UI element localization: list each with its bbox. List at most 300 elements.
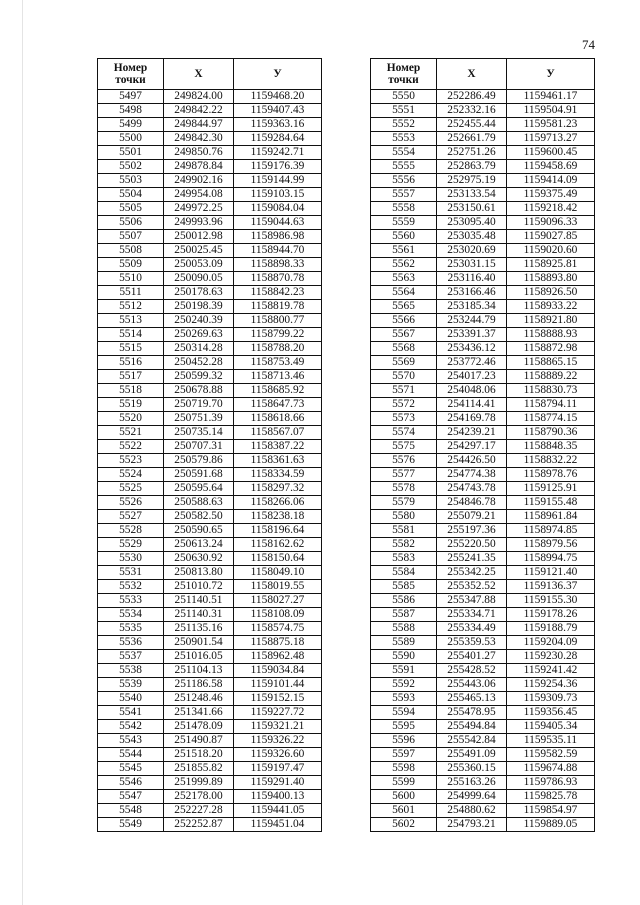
y-coordinate-cell: 1159254.36: [507, 678, 595, 692]
table-row: [371, 356, 595, 370]
point-number-cell: 5552: [371, 118, 437, 132]
page-margin-line: [22, 0, 23, 905]
point-number-cell: 5565: [371, 300, 437, 314]
table-row: [98, 356, 322, 370]
y-coordinate-cell: 1159326.22: [234, 734, 322, 748]
y-coordinate-cell: 1159414.09: [507, 174, 595, 188]
point-number-cell: 5573: [371, 412, 437, 426]
point-number-cell: 5593: [371, 692, 437, 706]
point-number-cell: 5543: [98, 734, 164, 748]
point-number-cell: 5546: [98, 776, 164, 790]
table-row: [371, 118, 595, 132]
x-coordinate-cell: 250901.54: [164, 636, 234, 650]
y-coordinate-cell: 1159535.11: [507, 734, 595, 748]
table-row: [98, 104, 322, 118]
y-coordinate-cell: 1159326.60: [234, 748, 322, 762]
y-coordinate-cell: 1158574.75: [234, 622, 322, 636]
point-number-cell: 5555: [371, 160, 437, 174]
point-number-cell: 5529: [98, 538, 164, 552]
point-number-cell: 5582: [371, 538, 437, 552]
table-row: [98, 370, 322, 384]
table-row: [98, 622, 322, 636]
point-number-cell: 5503: [98, 174, 164, 188]
point-number-cell: 5513: [98, 314, 164, 328]
point-number-cell: 5532: [98, 580, 164, 594]
table-row: [98, 342, 322, 356]
point-number-cell: 5561: [371, 244, 437, 258]
x-coordinate-cell: 254114.41: [437, 398, 507, 412]
point-number-cell: 5531: [98, 566, 164, 580]
x-coordinate-cell: 249972.25: [164, 202, 234, 216]
x-coordinate-cell: 255465.13: [437, 692, 507, 706]
y-coordinate-cell: 1159405.34: [507, 720, 595, 734]
x-coordinate-cell: 253166.46: [437, 286, 507, 300]
table-header-row: [371, 59, 595, 90]
table-row: [371, 104, 595, 118]
table-row: [371, 370, 595, 384]
y-coordinate-cell: 1159020.60: [507, 244, 595, 258]
table-row: [371, 608, 595, 622]
table-row: [98, 496, 322, 510]
point-number-cell: 5558: [371, 202, 437, 216]
point-number-cell: 5566: [371, 314, 437, 328]
y-coordinate-cell: 1159889.05: [507, 818, 595, 832]
y-coordinate-cell: 1158196.64: [234, 524, 322, 538]
x-coordinate-cell: 250269.63: [164, 328, 234, 342]
table-row: [371, 706, 595, 720]
y-coordinate-cell: 1158848.35: [507, 440, 595, 454]
table-row: [371, 468, 595, 482]
x-coordinate-cell: 252252.87: [164, 818, 234, 832]
y-coordinate-cell: 1158685.92: [234, 384, 322, 398]
y-coordinate-cell: 1158238.18: [234, 510, 322, 524]
x-coordinate-cell: 255079.21: [437, 510, 507, 524]
x-coordinate-cell: 255220.50: [437, 538, 507, 552]
table-row: [371, 538, 595, 552]
y-coordinate-cell: 1158978.76: [507, 468, 595, 482]
y-coordinate-cell: 1159197.47: [234, 762, 322, 776]
point-number-cell: 5551: [371, 104, 437, 118]
point-number-cell: 5505: [98, 202, 164, 216]
table-row: [371, 692, 595, 706]
table-row: [371, 790, 595, 804]
x-coordinate-cell: 250025.45: [164, 244, 234, 258]
table-row: [371, 230, 595, 244]
point-number-header-line1: Номер: [386, 62, 421, 74]
x-header: X: [437, 59, 507, 90]
point-number-cell: 5533: [98, 594, 164, 608]
y-coordinate-cell: 1159188.79: [507, 622, 595, 636]
x-coordinate-cell: 252455.44: [437, 118, 507, 132]
point-number-cell: 5522: [98, 440, 164, 454]
table-row: [371, 566, 595, 580]
y-coordinate-cell: 1158865.15: [507, 356, 595, 370]
point-number-cell: 5515: [98, 342, 164, 356]
point-number-cell: 5567: [371, 328, 437, 342]
y-coordinate-cell: 1158794.11: [507, 398, 595, 412]
table-row: [98, 272, 322, 286]
point-number-cell: 5544: [98, 748, 164, 762]
point-number-cell: 5506: [98, 216, 164, 230]
table-row: [98, 678, 322, 692]
table-row: [98, 692, 322, 706]
y-coordinate-cell: 1158788.20: [234, 342, 322, 356]
x-coordinate-cell: 252661.79: [437, 132, 507, 146]
table-row: [371, 720, 595, 734]
table-row: [98, 398, 322, 412]
table-row: [371, 412, 595, 426]
point-number-cell: 5570: [371, 370, 437, 384]
point-number-cell: 5598: [371, 762, 437, 776]
x-coordinate-cell: 250735.14: [164, 426, 234, 440]
x-coordinate-cell: 253244.79: [437, 314, 507, 328]
x-coordinate-cell: 253772.46: [437, 356, 507, 370]
x-coordinate-cell: 250053.09: [164, 258, 234, 272]
y-coordinate-cell: 1158875.18: [234, 636, 322, 650]
page-number: 74: [582, 37, 595, 52]
y-coordinate-cell: 1158387.22: [234, 440, 322, 454]
x-coordinate-cell: 255163.26: [437, 776, 507, 790]
y-coordinate-cell: 1159582.59: [507, 748, 595, 762]
y-coordinate-cell: 1158819.78: [234, 300, 322, 314]
y-coordinate-cell: 1159441.05: [234, 804, 322, 818]
y-coordinate-cell: 1159027.85: [507, 230, 595, 244]
x-coordinate-cell: 249842.22: [164, 104, 234, 118]
x-coordinate-cell: 255478.95: [437, 706, 507, 720]
x-coordinate-cell: 251016.05: [164, 650, 234, 664]
table-row: [98, 384, 322, 398]
x-coordinate-cell: 253035.48: [437, 230, 507, 244]
x-coordinate-cell: 251518.20: [164, 748, 234, 762]
y-coordinate-cell: 1158567.07: [234, 426, 322, 440]
y-coordinate-cell: 1158872.98: [507, 342, 595, 356]
y-coordinate-cell: 1159152.15: [234, 692, 322, 706]
table-row: [371, 244, 595, 258]
table-row: [371, 160, 595, 174]
point-number-cell: 5562: [371, 258, 437, 272]
x-coordinate-cell: 251135.16: [164, 622, 234, 636]
table-row: [98, 790, 322, 804]
table-row: [98, 566, 322, 580]
x-coordinate-cell: 251999.89: [164, 776, 234, 790]
x-coordinate-cell: 255197.36: [437, 524, 507, 538]
x-coordinate-cell: 249844.97: [164, 118, 234, 132]
y-coordinate-cell: 1158962.48: [234, 650, 322, 664]
point-number-cell: 5514: [98, 328, 164, 342]
y-coordinate-cell: 1159713.27: [507, 132, 595, 146]
x-coordinate-cell: 255359.53: [437, 636, 507, 650]
x-coordinate-cell: 253133.54: [437, 188, 507, 202]
point-number-cell: 5498: [98, 104, 164, 118]
point-number-cell: 5499: [98, 118, 164, 132]
x-coordinate-cell: 252975.19: [437, 174, 507, 188]
point-number-cell: 5601: [371, 804, 437, 818]
y-coordinate-cell: 1158986.98: [234, 230, 322, 244]
y-coordinate-cell: 1159204.09: [507, 636, 595, 650]
table-row: [371, 188, 595, 202]
x-coordinate-cell: 254169.78: [437, 412, 507, 426]
x-coordinate-cell: 254880.62: [437, 804, 507, 818]
y-coordinate-cell: 1159241.42: [507, 664, 595, 678]
table-row: [371, 636, 595, 650]
table-row: [371, 174, 595, 188]
coordinates-table-right: [370, 58, 595, 832]
point-number-cell: 5588: [371, 622, 437, 636]
x-coordinate-cell: 250813.80: [164, 566, 234, 580]
x-coordinate-cell: 252227.28: [164, 804, 234, 818]
y-coordinate-cell: 1158361.63: [234, 454, 322, 468]
y-coordinate-cell: 1159096.33: [507, 216, 595, 230]
point-number-cell: 5571: [371, 384, 437, 398]
x-coordinate-cell: 250579.86: [164, 454, 234, 468]
point-number-cell: 5541: [98, 706, 164, 720]
point-number-cell: 5524: [98, 468, 164, 482]
point-number-cell: 5587: [371, 608, 437, 622]
y-coordinate-cell: 1158893.80: [507, 272, 595, 286]
table-row: [371, 524, 595, 538]
table-row: [98, 286, 322, 300]
x-coordinate-cell: 255352.52: [437, 580, 507, 594]
table-header-row: [98, 59, 322, 90]
point-number-cell: 5540: [98, 692, 164, 706]
x-coordinate-cell: 249824.00: [164, 90, 234, 104]
table-row: [98, 636, 322, 650]
x-coordinate-cell: 254426.50: [437, 454, 507, 468]
table-row: [371, 664, 595, 678]
table-row: [98, 146, 322, 160]
table-row: [98, 510, 322, 524]
table-row: [98, 818, 322, 832]
x-coordinate-cell: 255491.09: [437, 748, 507, 762]
table-row: [371, 286, 595, 300]
table-row: [98, 314, 322, 328]
x-coordinate-cell: 251010.72: [164, 580, 234, 594]
x-coordinate-cell: 254774.38: [437, 468, 507, 482]
point-number-cell: 5504: [98, 188, 164, 202]
table-row: [98, 762, 322, 776]
point-number-cell: 5537: [98, 650, 164, 664]
x-header: X: [164, 59, 234, 90]
point-number-cell: 5530: [98, 552, 164, 566]
table-row: [371, 734, 595, 748]
table-row: [98, 524, 322, 538]
table-row: [371, 132, 595, 146]
y-coordinate-cell: 1159400.13: [234, 790, 322, 804]
table-row: [371, 762, 595, 776]
x-coordinate-cell: 254239.21: [437, 426, 507, 440]
point-number-cell: 5597: [371, 748, 437, 762]
table-row: [371, 258, 595, 272]
x-coordinate-cell: 250599.32: [164, 370, 234, 384]
table-row: [98, 454, 322, 468]
table-row: [371, 314, 595, 328]
point-number-cell: 5508: [98, 244, 164, 258]
table-row: [98, 440, 322, 454]
table-row: [98, 90, 322, 104]
y-coordinate-cell: 1158713.46: [234, 370, 322, 384]
table-row: [371, 398, 595, 412]
y-coordinate-cell: 1158888.93: [507, 328, 595, 342]
point-number-cell: 5580: [371, 510, 437, 524]
x-coordinate-cell: 250613.24: [164, 538, 234, 552]
table-row: [371, 678, 595, 692]
table-row: [98, 412, 322, 426]
point-number-cell: 5569: [371, 356, 437, 370]
y-coordinate-cell: 1159034.84: [234, 664, 322, 678]
point-number-header-line2: точки: [388, 74, 419, 86]
y-coordinate-cell: 1159363.16: [234, 118, 322, 132]
y-coordinate-cell: 1158774.15: [507, 412, 595, 426]
table-row: [371, 804, 595, 818]
y-header: У: [507, 59, 595, 90]
y-coordinate-cell: 1158799.22: [234, 328, 322, 342]
x-coordinate-cell: 254017.23: [437, 370, 507, 384]
y-coordinate-cell: 1159155.30: [507, 594, 595, 608]
y-coordinate-cell: 1159144.99: [234, 174, 322, 188]
y-coordinate-cell: 1158297.32: [234, 482, 322, 496]
point-number-cell: 5520: [98, 412, 164, 426]
point-number-cell: 5578: [371, 482, 437, 496]
x-coordinate-cell: 251186.58: [164, 678, 234, 692]
point-number-cell: 5542: [98, 720, 164, 734]
y-coordinate-cell: 1158334.59: [234, 468, 322, 482]
x-coordinate-cell: 250090.05: [164, 272, 234, 286]
y-coordinate-cell: 1158944.70: [234, 244, 322, 258]
y-coordinate-cell: 1159356.45: [507, 706, 595, 720]
x-coordinate-cell: 249902.16: [164, 174, 234, 188]
table-row: [98, 244, 322, 258]
x-coordinate-cell: 251490.87: [164, 734, 234, 748]
x-coordinate-cell: 255542.84: [437, 734, 507, 748]
x-coordinate-cell: 250719.70: [164, 398, 234, 412]
y-coordinate-cell: 1158921.80: [507, 314, 595, 328]
y-coordinate-cell: 1158832.22: [507, 454, 595, 468]
x-coordinate-cell: 250582.50: [164, 510, 234, 524]
point-number-cell: 5535: [98, 622, 164, 636]
x-coordinate-cell: 249954.08: [164, 188, 234, 202]
point-number-cell: 5600: [371, 790, 437, 804]
x-coordinate-cell: 253436.12: [437, 342, 507, 356]
table-row: [98, 132, 322, 146]
table-row: [371, 818, 595, 832]
table-row: [371, 90, 595, 104]
table-row: [98, 202, 322, 216]
x-coordinate-cell: 255347.88: [437, 594, 507, 608]
point-number-cell: 5528: [98, 524, 164, 538]
table-row: [98, 608, 322, 622]
table-row: [371, 146, 595, 160]
y-coordinate-cell: 1159581.23: [507, 118, 595, 132]
point-number-cell: 5568: [371, 342, 437, 356]
x-coordinate-cell: 252863.79: [437, 160, 507, 174]
x-coordinate-cell: 253116.40: [437, 272, 507, 286]
y-coordinate-cell: 1158925.81: [507, 258, 595, 272]
x-coordinate-cell: 253095.40: [437, 216, 507, 230]
x-coordinate-cell: 250198.39: [164, 300, 234, 314]
point-number-cell: 5574: [371, 426, 437, 440]
table-row: [371, 216, 595, 230]
table-row: [371, 594, 595, 608]
table-row: [98, 174, 322, 188]
point-number-cell: 5577: [371, 468, 437, 482]
point-number-cell: 5510: [98, 272, 164, 286]
y-coordinate-cell: 1159101.44: [234, 678, 322, 692]
y-coordinate-cell: 1159284.64: [234, 132, 322, 146]
x-coordinate-cell: 250012.98: [164, 230, 234, 244]
table-row: [98, 328, 322, 342]
y-coordinate-cell: 1159854.97: [507, 804, 595, 818]
y-coordinate-cell: 1159103.15: [234, 188, 322, 202]
point-number-cell: 5594: [371, 706, 437, 720]
x-coordinate-cell: 253150.61: [437, 202, 507, 216]
x-coordinate-cell: 249850.76: [164, 146, 234, 160]
x-coordinate-cell: 251140.51: [164, 594, 234, 608]
table-row: [371, 552, 595, 566]
point-number-cell: 5602: [371, 818, 437, 832]
table-row: [371, 202, 595, 216]
x-coordinate-cell: 253031.15: [437, 258, 507, 272]
point-number-cell: 5589: [371, 636, 437, 650]
x-coordinate-cell: 252286.49: [437, 90, 507, 104]
y-coordinate-cell: 1158108.09: [234, 608, 322, 622]
y-coordinate-cell: 1159458.69: [507, 160, 595, 174]
y-coordinate-cell: 1159451.04: [234, 818, 322, 832]
y-coordinate-cell: 1158150.64: [234, 552, 322, 566]
x-coordinate-cell: 251478.09: [164, 720, 234, 734]
point-number-cell: 5560: [371, 230, 437, 244]
y-coordinate-cell: 1158933.22: [507, 300, 595, 314]
table-row: [98, 482, 322, 496]
point-number-cell: 5500: [98, 132, 164, 146]
table-row: [371, 272, 595, 286]
x-coordinate-cell: 255334.71: [437, 608, 507, 622]
point-number-cell: 5590: [371, 650, 437, 664]
point-number-cell: 5534: [98, 608, 164, 622]
x-coordinate-cell: 250707.31: [164, 440, 234, 454]
table-row: [371, 440, 595, 454]
point-number-cell: 5516: [98, 356, 164, 370]
point-number-cell: 5556: [371, 174, 437, 188]
point-number-cell: 5581: [371, 524, 437, 538]
point-number-cell: 5512: [98, 300, 164, 314]
coordinates-body-left: [98, 90, 322, 832]
x-coordinate-cell: 255494.84: [437, 720, 507, 734]
point-number-cell: 5497: [98, 90, 164, 104]
y-coordinate-cell: 1159155.48: [507, 496, 595, 510]
x-coordinate-cell: 250240.39: [164, 314, 234, 328]
y-coordinate-cell: 1159218.42: [507, 202, 595, 216]
x-coordinate-cell: 253185.34: [437, 300, 507, 314]
table-row: [371, 342, 595, 356]
point-number-cell: 5559: [371, 216, 437, 230]
x-coordinate-cell: 255342.25: [437, 566, 507, 580]
table-row: [98, 720, 322, 734]
y-coordinate-cell: 1158049.10: [234, 566, 322, 580]
table-row: [98, 650, 322, 664]
table-row: [371, 580, 595, 594]
y-coordinate-cell: 1158753.49: [234, 356, 322, 370]
point-number-cell: 5583: [371, 552, 437, 566]
x-coordinate-cell: 253391.37: [437, 328, 507, 342]
point-number-cell: 5521: [98, 426, 164, 440]
coordinates-body-right: [371, 90, 595, 832]
x-coordinate-cell: 250591.68: [164, 468, 234, 482]
y-coordinate-cell: 1159674.88: [507, 762, 595, 776]
x-coordinate-cell: 250178.63: [164, 286, 234, 300]
y-coordinate-cell: 1158961.84: [507, 510, 595, 524]
point-number-cell: 5509: [98, 258, 164, 272]
y-coordinate-cell: 1158800.77: [234, 314, 322, 328]
